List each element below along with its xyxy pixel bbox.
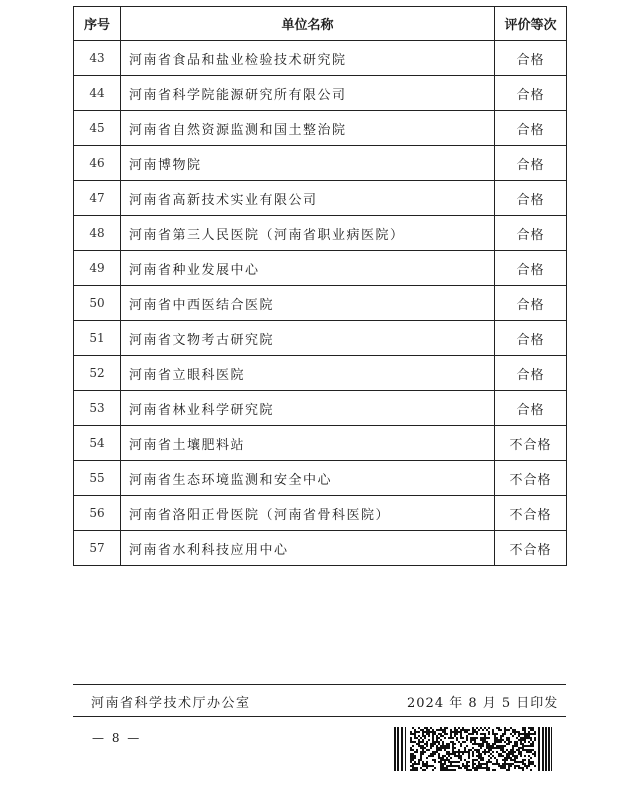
row-num: 44 [74,76,121,111]
row-rating: 合格 [495,321,567,356]
row-unit-name: 河南省食品和盐业检验技术研究院 [121,41,495,76]
row-unit-name: 河南省立眼科医院 [121,356,495,391]
table-row [74,496,567,531]
row-num: 53 [74,391,121,426]
row-num: 55 [74,461,121,496]
row-num: 54 [74,426,121,461]
table-header-row [74,7,567,41]
issue-date: 2024 年 8 月 5 日印发 [407,696,559,711]
row-unit-name: 河南省土壤肥料站 [121,426,495,461]
table-row [74,356,567,391]
row-rating: 合格 [495,146,567,181]
table-row [74,111,567,146]
row-num: 45 [74,111,121,146]
issuing-office: 河南省科学技术厅办公室 [91,696,251,711]
row-unit-name: 河南省种业发展中心 [121,251,495,286]
row-num: 48 [74,216,121,251]
rating-table-container [73,6,566,566]
table-row [74,251,567,286]
table-row [74,531,567,566]
row-rating: 合格 [495,181,567,216]
footer-bottom-rule [73,716,566,717]
row-unit-name: 河南博物院 [121,146,495,181]
row-unit-name: 河南省林业科学研究院 [121,391,495,426]
row-num: 50 [74,286,121,321]
footer-top-rule [73,684,566,685]
table-row [74,321,567,356]
row-num: 49 [74,251,121,286]
table-row [74,41,567,76]
table-row [74,76,567,111]
row-num: 51 [74,321,121,356]
row-unit-name: 河南省水利科技应用中心 [121,531,495,566]
row-rating: 合格 [495,286,567,321]
rating-table [73,6,567,566]
row-unit-name: 河南省生态环境监测和安全中心 [121,461,495,496]
row-rating: 合格 [495,251,567,286]
row-unit-name: 河南省中西医结合医院 [121,286,495,321]
row-unit-name: 河南省高新技术实业有限公司 [121,181,495,216]
table-row [74,391,567,426]
row-num: 57 [74,531,121,566]
table-row [74,286,567,321]
row-rating: 不合格 [495,531,567,566]
row-unit-name: 河南省自然资源监测和国土整治院 [121,111,495,146]
row-num: 43 [74,41,121,76]
row-unit-name: 河南省第三人民医院（河南省职业病医院） [121,216,495,251]
row-rating: 不合格 [495,461,567,496]
row-rating: 合格 [495,41,567,76]
table-row [74,181,567,216]
row-rating: 合格 [495,391,567,426]
header-seq: 序号 [74,7,121,41]
table-row [74,426,567,461]
header-unit: 单位名称 [121,7,495,41]
row-unit-name: 河南省洛阳正骨医院（河南省骨科医院） [121,496,495,531]
row-rating: 合格 [495,111,567,146]
table-row [74,216,567,251]
row-num: 52 [74,356,121,391]
row-rating: 合格 [495,216,567,251]
row-unit-name: 河南省文物考古研究院 [121,321,495,356]
row-rating: 不合格 [495,426,567,461]
row-num: 46 [74,146,121,181]
row-rating: 不合格 [495,496,567,531]
header-rating: 评价等次 [495,7,567,41]
row-unit-name: 河南省科学院能源研究所有限公司 [121,76,495,111]
barcode-qr-icon [394,727,552,771]
row-num: 47 [74,181,121,216]
row-rating: 合格 [495,76,567,111]
row-num: 56 [74,496,121,531]
row-rating: 合格 [495,356,567,391]
table-row [74,461,567,496]
table-row [74,146,567,181]
page-number: — 8 — [92,731,142,745]
